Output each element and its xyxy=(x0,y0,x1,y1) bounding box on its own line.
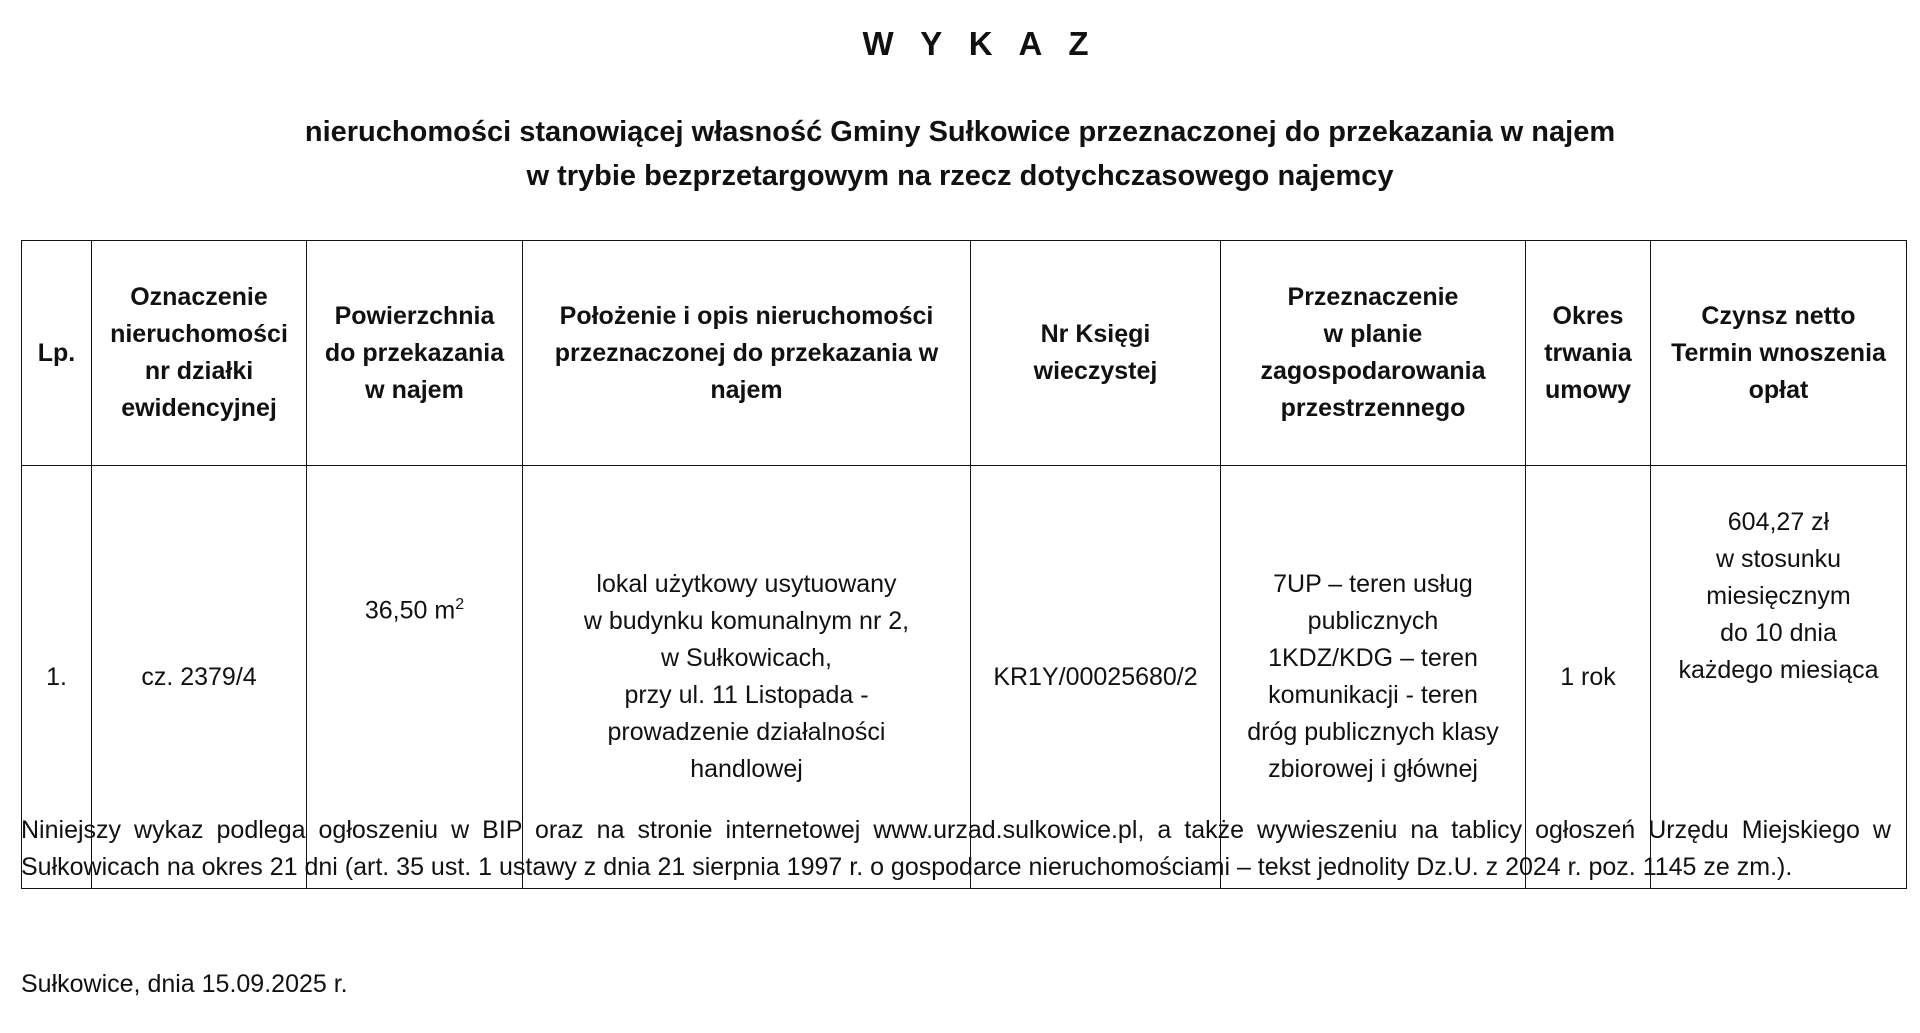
document-subtitle xyxy=(0,110,1920,198)
subtitle-line-2: w trybie bezprzetargowym na rzecz dotychczasowego najemcy xyxy=(526,160,1394,192)
header-okres: Okres trwania umowy xyxy=(1526,241,1651,466)
header-czynsz: Czynsz netto Termin wnoszenia opłat xyxy=(1651,241,1907,466)
header-oznaczenie: Oznaczenie nieruchomości nr działki ewidencyjnej xyxy=(92,241,307,466)
header-powierzchnia: Powierzchnia do przekazania w najem xyxy=(307,241,523,466)
cell-przeznaczenie: 7UP – teren usług publicznych 1KDZ/KDG – teren komunikacji - teren dróg publicznych klasy zbiorowej i głównej xyxy=(1221,466,1526,889)
cell-ksiega: KR1Y/00025680/2 xyxy=(971,466,1221,889)
cell-dzialka: cz. 2379/4 xyxy=(92,466,307,889)
header-polozenie: Położenie i opis nieruchomości przeznaczonej do przekazania w najem xyxy=(523,241,971,466)
cell-lp: 1. xyxy=(22,466,92,889)
header-lp: Lp. xyxy=(22,241,92,466)
cell-opis: lokal użytkowy usytuowany w budynku komunalnym nr 2, w Sułkowicach, przy ul. 11 Listopada - prowadzenie działalności handlowej xyxy=(523,466,971,889)
subtitle-line-1: nieruchomości stanowiącej własność Gminy Sułkowice przeznaczonej do przekazania w najem xyxy=(304,116,1616,148)
table-header-row xyxy=(22,241,1907,466)
document-date: Sułkowice, dnia 15.09.2025 r. xyxy=(21,970,348,998)
document-title: W Y K A Z xyxy=(862,25,1098,62)
header-ksiega: Nr Księgi wieczystej xyxy=(971,241,1221,466)
area-value: 36,50 m xyxy=(364,596,456,625)
area-unit-exponent: 2 xyxy=(455,596,465,613)
header-przeznaczenie: Przeznaczenie w planie zagospodarowania przestrzennego xyxy=(1221,241,1526,466)
cell-okres: 1 rok xyxy=(1526,466,1651,889)
footer-notice: Niniejszy wykaz podlega ogłoszeniu w BIP oraz na stronie internetowej www.urzad.sulkowice.pl, a także wywieszeniu na tablicy ogłoszeń Urzędu Miejskiego w Sułkowicach na okres 21 dni (art. 35 ust. 1 ustawy z dnia 21 sierpnia 1997 r. o gospodarce nieruchomościami – tekst jednolity Dz.U. z 2024 r. poz. 1145 ze zm.). xyxy=(21,816,1891,881)
property-table xyxy=(21,240,1907,889)
cell-czynsz: 604,27 zł w stosunku miesięcznym do 10 dnia każdego miesiąca xyxy=(1651,466,1907,889)
